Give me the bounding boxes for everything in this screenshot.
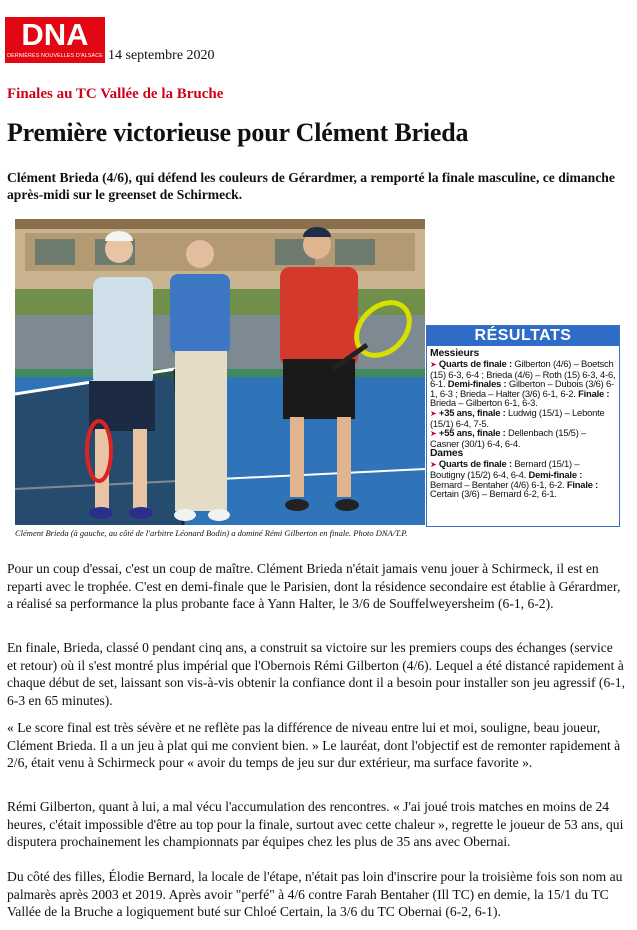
results-text: Ludwig (15/1) – Lebonte (15/1) 6-4, 7-5. [430,406,605,429]
logo-tagline: DERNIÈRES NOUVELLES D'ALSACE [7,53,103,59]
arrow-icon: ➤ [430,360,437,369]
results-entry [430,359,616,408]
article-kicker: Finales au TC Vallée de la Bruche [7,86,224,102]
results-text: Brieda – Gilberton 6-1, 6-3. [430,397,538,409]
article-paragraph: Du côté des filles, Élodie Bernard, la locale de l'étape, n'était pas loin d'inscrire pour la troisième fois son nom au palmarès après 2003 et 2019. Après avoir "perfé" à 4/6 contre Farah Bentaher (Ill TC) en demie, la 15/1 du TC Vallée de la Bruche a logiquement buté sur Chloé Certain, la 3/6 du TC Obernai (6-2, 6-1). [7,869,623,920]
results-text: Certain (3/6) – Bernard 6-2, 6-1. [430,488,557,500]
results-entry [430,408,616,428]
results-label: +55 ans, finale : [438,427,506,439]
results-label: Demi-finale : [528,468,583,480]
results-body [427,346,619,499]
results-text: Gilberton (4/6) – Boetsch (15) 6-3, 6-4 ; Brieda (4/6) – Roth (15) 6-3, 4-6, 6-1. [430,358,616,390]
article-paragraph: En finale, Brieda, classé 0 pendant cinq ans, a construit sa victoire sur les premiers coups des échanges (service et retour) où il s'est montré plus impérial que l'Obernois Rémi Gilberton (4/6). Lequel a été distancé rapidement à chaque début de set, laissant son vis-à-vis obtenir la confiance dont il a besoin pour installer son jeu agressif (6-1, 6-3 en 65 minutes). [7,640,625,709]
arrow-icon: ➤ [430,429,437,439]
article-lead: Clément Brieda (4/6), qui défend les couleurs de Gérardmer, a remporté la finale masculine, ce dimanche après-midi sur le greenset de Schirmeck. [7,170,615,202]
results-entry [430,428,616,448]
results-entry [430,459,616,498]
results-label: Finale : [566,478,599,490]
results-label: Quarts de finale : [438,358,512,369]
results-label: Quarts de finale : [438,458,512,470]
article-paragraph: « Le score final est très sévère et ne reflète pas la différence de niveau entre lui et moi, souligne, beau joueur, Clément Brieda. Il a un jeu à plat qui me convient bien. » Le lauréat, dont l'objectif est de remonter rapidement à 2/6, était venu à Schirmeck pour « avoir du temps de jeu sur dur extérieur, ma surface favorite ». [7,720,621,771]
photo-caption: Clément Brieda (à gauche, au côté de l'arbitre Léonard Bodin) a dominé Rémi Gilberton en finale. Photo DNA/T.P. [15,528,408,538]
results-label: +35 ans, finale : [438,406,506,418]
article-paragraph: Rémi Gilberton, quant à lui, a mal vécu l'accumulation des rencontres. « J'ai joué trois matches en moins de 24 heures, c'était impossible d'être au top pour la finale, surtout avec cette chaleur », regrette le joueur de 53 ans, qui disputera prochainement les championnats par équipes chez les plus de 35 ans avec Obernai. [7,799,624,850]
results-label: Finale : [578,387,610,399]
results-text: Bernard (15/1) – Boutigny (15/2) 6-4, 6-4. [430,458,580,480]
arrow-icon: ➤ [430,460,437,470]
arrow-icon: ➤ [430,408,437,418]
results-text: Dellenbach (15/5) – Casner (30/1) 6-4, 6-4. [430,427,587,449]
results-box [426,325,620,527]
logo-wordmark: DNA [21,17,89,52]
results-title: RÉSULTATS [427,326,619,346]
article-headline: Première victorieuse pour Clément Brieda [7,118,469,147]
article-photo [15,219,425,525]
results-men-heading: Messieurs [430,348,480,359]
results-women-heading: Dames [430,448,464,460]
publication-date: 14 septembre 2020 [108,48,215,63]
results-text: Bernard – Bentaher (4/6) 6-1, 6-2. [430,478,565,490]
results-text: Gilberton – Dubois (3/6) 6-1, 6-3 ; Brieda – Halter (3/6) 6-1, 6-2. [430,378,614,399]
dna-logo [5,17,105,63]
results-label: Demi-finales : [447,378,507,390]
article-paragraph: Pour un coup d'essai, c'est un coup de maître. Clément Brieda n'était jamais venu jouer à Schirmeck, il est en reparti avec le trophée. C'est en demi-finale que le Parisien, dont la résidence secondaire est établie à Gérardmer, a réalisé sa performance la plus probante face à Yann Halter, le 3/6 de Souffelweyersheim (6-1, 6-2). [7,561,621,612]
